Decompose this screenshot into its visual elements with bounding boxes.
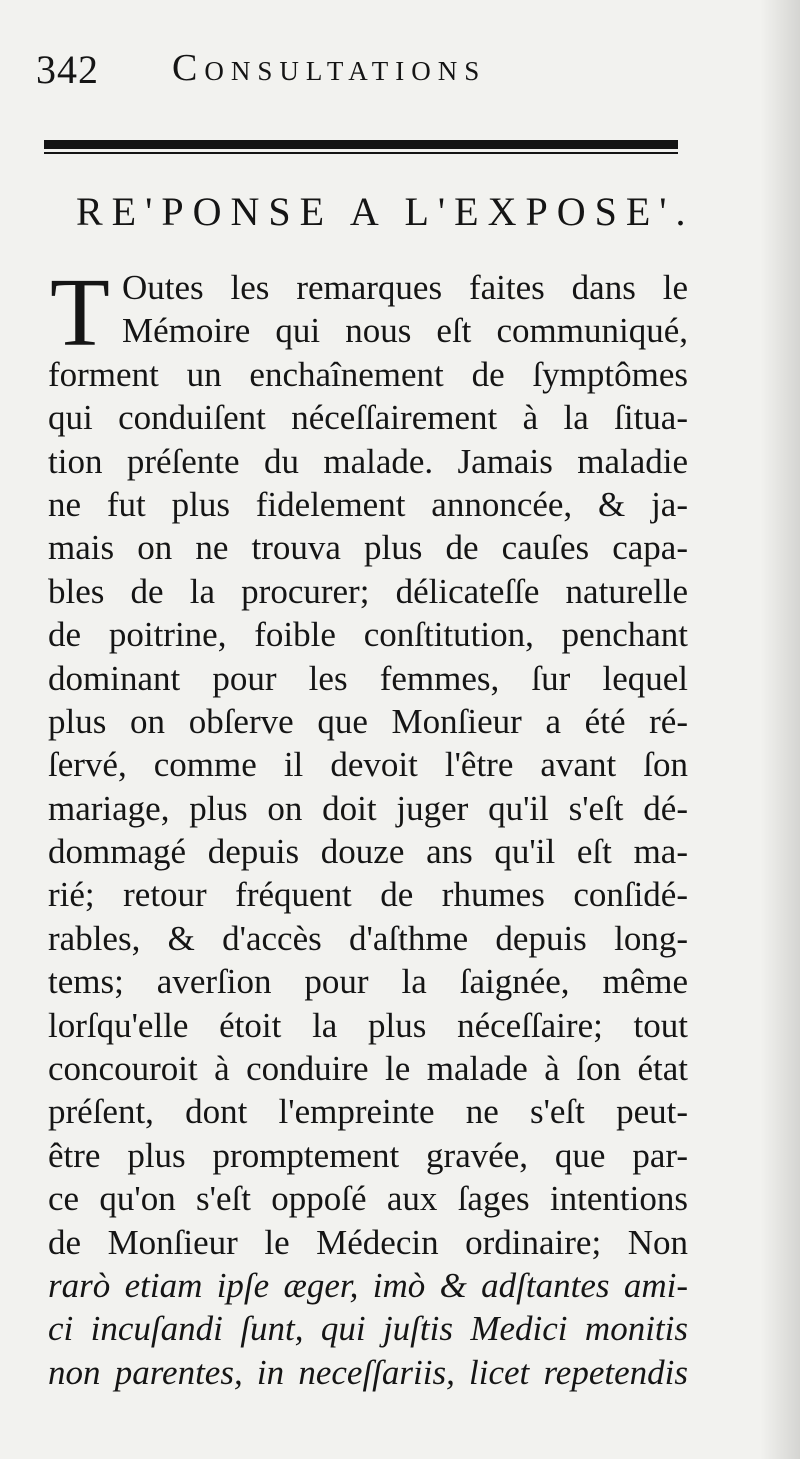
text-line: rié; retour fréquent de rhumes conſidé-: [48, 875, 688, 915]
page-header: [36, 46, 686, 96]
text-line-latin: non parentes, in neceſſariis, licet repetendis: [48, 1352, 688, 1392]
text-line: ſervé, comme il devoit l'être avant ſon: [48, 745, 688, 785]
text-line: rables, & d'accès d'aſthme depuis long-: [48, 918, 688, 958]
text-line: Mémoire qui nous eſt communiqué,: [122, 311, 688, 351]
text-line-latin: ci incuſandi ſunt, qui juſtis Medici monitis: [48, 1309, 688, 1349]
text-line: ne fut plus fidelement annoncée, & ja-: [48, 484, 688, 524]
text-line: mais on ne trouva plus de cauſes capa-: [48, 528, 688, 568]
text-line: être plus promptement gravée, que par-: [48, 1135, 688, 1175]
text-line: plus on obſerve que Monſieur a été ré-: [48, 701, 688, 741]
text-line: qui conduiſent néceſſairement à la ſitua-: [48, 398, 688, 438]
text-line: tems; averſion pour la ſaignée, même: [48, 962, 688, 1002]
text-line: ce qu'on s'eſt oppoſé aux ſages intentions: [48, 1179, 688, 1219]
text-line: lorſqu'elle étoit la plus néceſſaire; tout: [48, 1005, 688, 1045]
header-rule-thin: [44, 152, 678, 154]
body-text: [48, 259, 688, 1394]
text-line: préſent, dont l'empreinte ne s'eſt peut-: [48, 1092, 688, 1132]
text-line: Outes les remarques faites dans le: [122, 268, 688, 307]
text-line: bles de la procurer; délicateſſe naturelle: [48, 571, 688, 611]
running-title: Consultations: [172, 47, 487, 89]
text-line: de Monſieur le Médecin ordinaire; Non: [48, 1222, 688, 1262]
section-heading: RE'PONSE A L'EXPOSE'.: [76, 189, 695, 234]
text-line: dominant pour les femmes, ſur lequel: [48, 658, 688, 698]
text-line: tion préſente du malade. Jamais maladie: [48, 441, 688, 481]
text-line: de poitrine, foible conſtitution, penchant: [48, 615, 688, 655]
text-line: dommagé depuis douze ans qu'il eſt ma-: [48, 832, 688, 872]
header-rule: [44, 140, 678, 149]
drop-cap: T: [50, 259, 110, 367]
page-edge-shadow: [760, 0, 800, 1459]
text-line: concouroit à conduire le malade à ſon état: [48, 1049, 688, 1089]
page-number: 342: [36, 47, 99, 92]
text-line: mariage, plus on doit juger qu'il s'eſt dé-: [48, 788, 688, 828]
text-line: forment un enchaînement de ſymptômes: [48, 354, 688, 394]
text-line-latin: rarò etiam ipſe æger, imò & adſtantes ami-: [48, 1265, 688, 1305]
